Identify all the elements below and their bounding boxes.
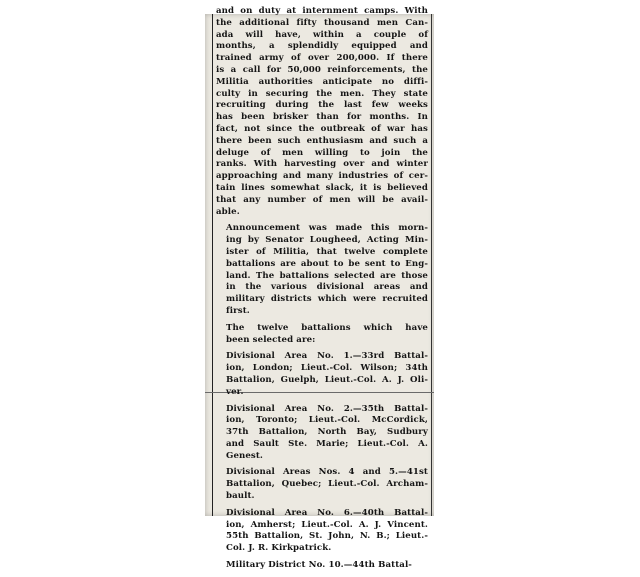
text-line: been selected are: <box>226 334 316 345</box>
paragraph-area-6 <box>216 508 428 555</box>
text-line: fact, not since the outbreak of war has <box>216 123 428 134</box>
text-line: first. <box>226 305 250 316</box>
paragraph-area-1 <box>216 351 428 398</box>
text-line: Battalion, Guelph, Lieut.-Col. A. J. Oli- <box>226 374 428 385</box>
text-line: Divisional Areas Nos. 4 and 5.—41st <box>226 467 428 478</box>
text-line: in the various divisional areas and <box>226 282 428 293</box>
text-line: Announcement was made this morn- <box>226 223 428 234</box>
text-line: culty in securing the men. They state <box>216 88 428 99</box>
paragraph-area-2 <box>216 404 428 463</box>
text-line: months, a splendidly equipped and <box>216 41 428 52</box>
text-line: 55th Battalion, St. John, N. B.; Lieut.- <box>226 531 428 542</box>
paragraph-announcement <box>216 223 428 317</box>
text-line: there been such enthusiasm and such a <box>216 135 428 146</box>
text-line: land. The battalions selected are those <box>226 270 428 281</box>
text-line: military districts which were recruited <box>226 294 428 305</box>
text-line: tain lines somewhat slack, it is believed <box>216 182 428 193</box>
text-line: approaching and many industries of cer- <box>216 171 428 182</box>
text-line: and on duty at internment camps. With <box>216 6 428 16</box>
text-line: ion, Amherst; Lieut.-Col. A. J. Vincent. <box>226 519 428 530</box>
text-line: ranks. With harvesting over and winter <box>216 159 428 170</box>
text-line: Military District No. 10.—44th Battal- <box>226 560 412 571</box>
text-line: able. <box>216 206 240 217</box>
text-line: deluge of men willing to join the <box>216 147 428 158</box>
text-line: has been brisker than for months. In <box>216 112 428 123</box>
text-line: ver. <box>226 386 244 397</box>
paragraph-district-10 <box>216 560 428 572</box>
paragraph-recruiting <box>216 6 428 218</box>
text-line: is a call for 50,000 reinforcements, the <box>216 64 428 75</box>
text-line: and Sault Ste. Marie; Lieut.-Col. A. <box>226 438 428 449</box>
left-column-rule <box>212 14 213 516</box>
paragraph-battalions-intro <box>216 323 428 347</box>
text-line: Divisional Area No. 1.—33rd Battal- <box>226 351 428 362</box>
text-line: ada will have, within a couple of <box>216 29 428 40</box>
article-column <box>216 6 428 577</box>
text-line: ion, Toronto; Lieut.-Col. McCordick, <box>226 415 428 426</box>
paragraph-areas-4-5 <box>216 467 428 502</box>
text-line: trained army of over 200,000. If there <box>216 53 428 64</box>
text-line: Col. J. R. Kirkpatrick. <box>226 543 332 554</box>
text-line: The twelve battalions which have <box>226 322 428 333</box>
text-line: recruiting during the last few weeks <box>216 100 428 111</box>
text-line: ister of Militia, that twelve complete <box>226 246 428 257</box>
text-line: Battalion, Quebec; Lieut.-Col. Archam- <box>226 479 428 490</box>
text-line: bault. <box>226 491 255 502</box>
text-line: Militia authorities anticipate no diffi- <box>216 76 428 87</box>
text-line: Genest. <box>226 450 264 461</box>
text-line: Divisional Area No. 6.—40th Battal- <box>226 507 428 518</box>
text-line: that any number of men will be avail- <box>216 194 428 205</box>
text-line: the additional fifty thousand men Can- <box>216 17 428 28</box>
text-line: 37th Battalion, North Bay, Sudbury <box>226 427 428 438</box>
right-column-rule <box>431 14 432 516</box>
text-line: battalions are about to be sent to Eng- <box>226 258 428 269</box>
text-line: Divisional Area No. 2.—35th Battal- <box>226 403 428 414</box>
text-line: ion, London; Lieut.-Col. Wilson; 34th <box>226 363 428 374</box>
text-line: ing by Senator Lougheed, Acting Min- <box>226 235 428 246</box>
